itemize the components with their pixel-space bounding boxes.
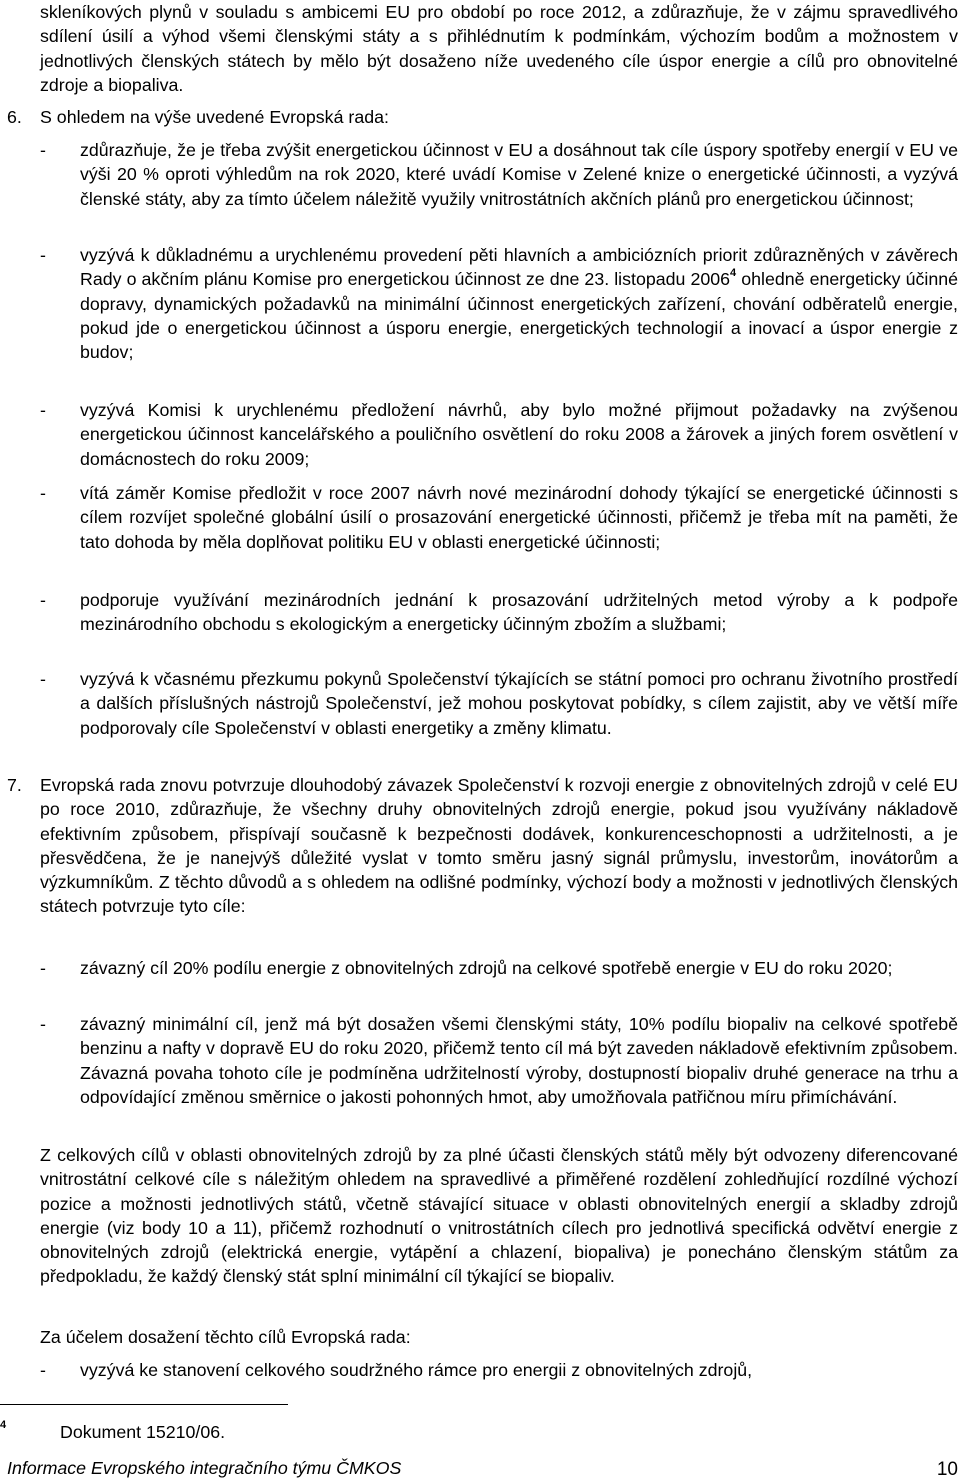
paragraph-text: Z celkových cílů v oblasti obnovitelných zdrojů by za plné účasti členských států měly být odvozeny diferencované vnitrostátní celkové cíle s náležitým ohledem na spravedlivé a přiměřené rozdělení zohledňující rozdílné výchozí pozice a možnosti jednotlivých států, včetně stávající situace v oblasti obnovitelných energií a skladby zdrojů energie (viz body 10 a 11), přičemž rozhodnutí o vnitrostátních cílech pro jednotlivá specifická odvětví energie z obnovitelných zdrojů (elektrická energie, vytápění a chlazení, biopaliva) je ponecháno členským státům za předpokladu, že každý členský stát splní minimální cíl týkající se biopaliv.	[40, 1145, 958, 1287]
item-number: 7.	[7, 775, 22, 795]
bullet-text: vyzývá ke stanovení celkového soudržného rámce pro energii z obnovitelných zdrojů,	[80, 1360, 753, 1380]
paragraph-text: Za účelem dosažení těchto cílů Evropská rada:	[40, 1327, 411, 1347]
bullet-dash: -	[40, 669, 46, 689]
bullet-dash: -	[40, 245, 46, 265]
bullet-dash: -	[40, 1014, 46, 1034]
bullet-dash: -	[40, 590, 46, 610]
item-text: S ohledem na výše uvedené Evropská rada:	[40, 107, 389, 127]
paragraph	[40, 1143, 958, 1289]
intro-text: skleníkových plynů v souladu s ambicemi EU pro období po roce 2012, a zdůrazňuje, že v zájmu spravedlivého sdílení úsilí a výhod všemi členskými státy a s přihlédnutím k podmínkám, výchozím bodům a možnostem v jednotlivých členských státech by mělo být dosaženo níže uvedeného cíle úspor energie a cílů pro obnovitelné zdroje a biopaliva.	[40, 2, 959, 95]
bullet-text: závazný minimální cíl, jenž má být dosažen všemi členskými státy, 10% podílu biopaliv na celkové spotřebě benzinu a nafty v dopravě EU do roku 2020, přičemž tento cíl má být zaveden nákladově efektivním způsobem. Závazná povaha tohoto cíle je podmíněna udržitelností výroby, dostupností biopaliv druhé generace na trhu a odpovídající změnou směrnice o jakosti pohonných hmot, aby umožňovala patřičnou míru přimíchávání.	[80, 1014, 958, 1107]
bullet-text: zdůrazňuje, že je třeba zvýšit energetickou účinnost v EU a dosáhnout tak cíle úspory spotřeby energií v EU ve výši 20 % oproti výhledům na rok 2020, které uvádí Komise v Zelené knize o energetické účinnosti, a vyzývá členské státy, aby za tímto účelem náležitě využily vnitrostátních akčních plánů pro energetickou účinnost;	[80, 140, 958, 209]
bullet-dash: -	[40, 1360, 46, 1380]
bullet-text: vyzývá k důkladnému a urychlenému provedení pěti hlavních a ambiciózních priorit zdůrazněných v závěrech Rady o akčním plánu Komise pro energetickou účinnost ze dne 23. listopadu 2006$^4$ ohledně energeticky účinné dopravy, dynamických požadavků na minimální účinnost energetických zařízení, chování odběratelů energie, pokud jde o energetickou účinnost a úsporu energie, energetických technologií a inovací a úspor energie z budov;	[80, 245, 959, 363]
item-number: 6.	[7, 107, 22, 127]
bullet-text: vyzývá Komisi k urychlenému předložení návrhů, aby bylo možné přijmout požadavky na zvýšenou energetickou účinnost kancelářského a pouličního osvětlení do roku 2008 a žárovek a jiných forem osvětlení v domácnostech do roku 2009;	[80, 400, 958, 469]
bullet-dash: -	[40, 958, 46, 978]
footnote-divider	[0, 1404, 288, 1405]
item-text: Evropská rada znovu potvrzuje dlouhodobý závazek Společenství k rozvoji energie z obnovitelných zdrojů v celé EU po roce 2010, zdůrazňuje, že všechny druhy obnovitelných zdrojů energie, pokud jsou využívány nákladově efektivním způsobem, přispívají současně k bezpečnosti dodávek, konkurenceschopnosti a udržitelnosti, a je přesvědčena, že je nanejvýš důležité vyslat v tomto směru jasný signál průmyslu, investorům, inovátorům a výzkumníkům. Z těchto důvodů a s ohledem na odlišné podmínky, výchozí body a možnosti v jednotlivých členských státech potvrzuje tyto cíle:	[40, 775, 958, 917]
bullet-text: vítá záměr Komise předložit v roce 2007 návrh nové mezinárodní dohody týkající se energetické účinnosti s cílem rozvíjet společné globální úsilí o prosazování energetické účinnosti, přičemž je třeba mít na paměti, že tato dohoda by měla doplňovat politiku EU v oblasti energetické účinnosti;	[80, 483, 958, 552]
bullet-dash: -	[40, 140, 46, 160]
page-number: 10	[936, 1459, 958, 1480]
bullet-dash: -	[40, 400, 46, 420]
footer-title: Informace Evropského integračního týmu ČMKOS	[7, 1458, 402, 1478]
paragraph	[40, 1325, 958, 1349]
footnote-text: Dokument 15210/06.	[60, 1422, 226, 1442]
footnote-ref[interactable]: 4	[730, 267, 737, 280]
bullet-text: vyzývá k včasnému přezkumu pokynů Společenství týkajících se státní pomoci pro ochranu životního prostředí a dalších příslušných nástrojů Společenství, jež mohou poskytovat pobídky, s cílem zajistit, aby ve větší míře podporovaly cíle Společenství v oblasti energetiky a změny klimatu.	[80, 669, 958, 738]
footnote-mark: 4	[0, 1419, 7, 1431]
bullet-text: závazný cíl 20% podílu energie z obnovitelných zdrojů na celkové spotřebě energie v EU do roku 2020;	[80, 958, 893, 978]
bullet-text: podporuje využívání mezinárodních jednání k prosazování udržitelných metod výroby a k podpoře mezinárodního obchodu s ekologickým a energeticky účinným zbožím a službami;	[80, 590, 958, 635]
bullet-dash: -	[40, 483, 46, 503]
intro-paragraph	[40, 0, 958, 97]
